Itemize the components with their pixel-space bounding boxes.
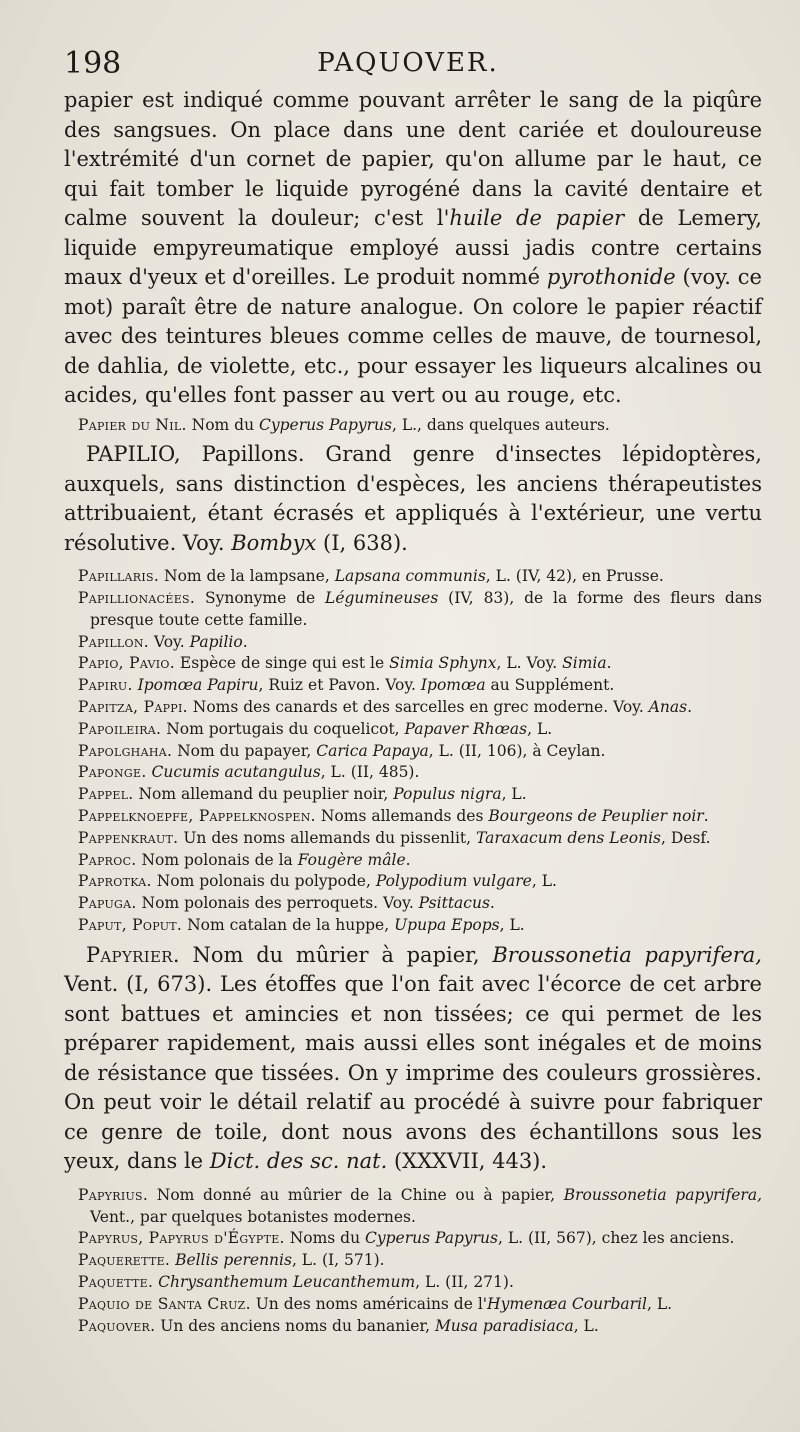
dictionary-entry	[64, 697, 762, 719]
entry-italic-term: Anas	[648, 698, 688, 717]
entry-text: , L.	[527, 719, 553, 738]
entry-text: Vent., par quelques botanistes modernes.	[90, 1207, 416, 1226]
dictionary-entry	[64, 675, 762, 697]
dictionary-entry	[64, 850, 762, 872]
entry-headword: Paquerette.	[78, 1251, 171, 1270]
dictionary-entry	[64, 784, 762, 806]
dictionary-entry	[64, 762, 762, 784]
entry-text: .	[687, 698, 693, 717]
entry-text: Nom polonais du polypode,	[151, 872, 376, 891]
dictionary-entry	[64, 653, 762, 675]
dictionary-entry	[64, 588, 762, 632]
entry-text: , L.	[646, 1294, 673, 1313]
entry-headword: Paproc.	[78, 850, 137, 869]
entry-text: , L. (II, 271).	[415, 1273, 514, 1292]
entry-text: .	[489, 894, 495, 913]
entry-text: .	[405, 850, 411, 869]
entry-text: , L. (II, 567), chez les anciens.	[498, 1229, 735, 1248]
entry-text: Nom du papayer,	[172, 741, 317, 760]
entry-text: , L. (IV, 42), en Prusse.	[485, 567, 664, 586]
entry-papyrier: Papyrier. Nom du mûrier à papier, Broussonetia papyrifera, Vent. (I, 673). Les étoffes que l'on fait avec l'écorce de cet arbre sont battues et amincies et non tissées; ce qui permet de les préparer rapidement, mais aussi elles sont inégales et de moins de résistance que tissées. On y imprime des couleurs grossières. On peut voir le détail relatif au procédé à suivre pour fabriquer ce genre de toile, dont nous avons des échantillons sous les yeux, dans le Dict. des sc. nat. (XXXVII, 443).	[64, 942, 762, 1174]
entry-text: Nom polonais des perroquets. Voy.	[136, 894, 419, 913]
entry-italic-term: Lapsana communis	[334, 567, 486, 586]
entry-italic-term: Bourgeons de Peuplier noir	[488, 807, 704, 826]
entry-headword: Paquio de Santa Cruz.	[78, 1294, 251, 1313]
entry-text: , L.	[499, 916, 525, 935]
entry-headword: Papuga.	[78, 894, 137, 913]
dictionary-entry	[64, 871, 762, 893]
entry-italic-term: Simia	[562, 654, 607, 673]
entry-text: .	[242, 632, 248, 651]
entry-text: Nom catalan de la huppe,	[182, 916, 395, 935]
entry-italic-term: Cyperus Papyrus	[365, 1229, 498, 1248]
entry-text: , L.	[531, 872, 557, 891]
entry-headword: Papiru.	[78, 676, 133, 695]
entry-text: Nom portugais du coquelicot,	[161, 719, 405, 738]
entry-text: , L.	[501, 785, 527, 804]
entry-headword: Paquover.	[78, 1316, 156, 1335]
entry-headword: Pappelknoepfe, Pappelknospen.	[78, 807, 316, 826]
dictionary-entry	[64, 566, 762, 588]
dictionary-entry	[64, 893, 762, 915]
entry-text: Nom de la lampsane,	[159, 567, 335, 586]
entry-italic-term: Musa paradisiaca	[434, 1316, 574, 1335]
entry-papier-du-nil: Papier du Nil. Nom du Cyperus Papyrus, L., dans quelques auteurs.	[78, 415, 610, 434]
entry-italic-term: Chrysanthemum Leucanthemum	[158, 1273, 416, 1292]
entry-text: Noms allemands des	[315, 807, 489, 826]
entry-text: Noms du	[284, 1229, 366, 1248]
dictionary-entry	[64, 915, 762, 937]
entry-headword: Papillaris.	[78, 567, 160, 586]
entry-italic-term: Ipomœa Papiru	[137, 676, 259, 695]
entry-text: , L. (I, 571).	[291, 1251, 385, 1270]
entry-italic-term: Bellis perennis	[175, 1251, 292, 1270]
page-number: 198	[64, 46, 122, 81]
entry-italic-term: Broussonetia papyrifera,	[563, 1185, 762, 1204]
entry-italic-term: Fougère mâle	[297, 850, 406, 869]
tail-entries-list	[64, 1185, 762, 1338]
entry-headword: Pappenkraut.	[78, 828, 179, 847]
entry-text: Un des noms allemands du pissenlit,	[178, 828, 477, 847]
entry-text: , L. (II, 106), à Ceylan.	[428, 741, 606, 760]
entry-italic-term: Taraxacum dens Leonis	[476, 828, 661, 847]
entry-text: Nom allemand du peuplier noir,	[133, 785, 394, 804]
entry-text: .	[606, 654, 612, 673]
dictionary-entry	[64, 1228, 762, 1250]
entry-text: , Ruiz et Pavon. Voy.	[258, 676, 421, 695]
entry-headword: Paponge.	[78, 763, 147, 782]
entry-italic-term: Carica Papaya	[316, 741, 429, 760]
entry-papilio: PAPILIO, Papillons. Grand genre d'insectes lépidoptères, auxquels, sans distinction d'espèces, les anciens thérapeutistes attribuaient, étant écrasés et appliqués à l'extérieur, une vertu résolutive. Voy. Bombyx (I, 638).	[64, 442, 762, 555]
dictionary-entry	[64, 806, 762, 828]
dictionary-entry	[64, 1250, 762, 1272]
entry-headword: Papitza, Pappi.	[78, 698, 188, 717]
entry-text: Un des noms américains de l'	[250, 1294, 488, 1313]
entry-headword: Paput, Poput.	[78, 916, 183, 935]
entry-italic-term: Papaver Rhœas	[404, 719, 528, 738]
entry-headword: Paquette.	[78, 1273, 154, 1292]
entry-headword: Paprotka.	[78, 872, 152, 891]
dictionary-entry	[64, 1294, 762, 1316]
entry-italic-term: Upupa Epops	[394, 916, 500, 935]
entry-headword: Papyrius.	[78, 1185, 149, 1204]
entry-italic-term: Papilio	[189, 632, 243, 651]
entry-text: .	[703, 807, 709, 826]
dictionary-entry	[64, 1316, 762, 1338]
entry-italic-term: Polypodium vulgare	[375, 872, 532, 891]
entry-text: Nom donné au mûrier de la Chine ou à papier,	[148, 1185, 564, 1204]
small-entries-list	[64, 566, 762, 937]
entry-text: , L.	[573, 1316, 599, 1335]
dictionary-entry	[64, 719, 762, 741]
dictionary-entry	[64, 1272, 762, 1294]
dictionary-entry	[64, 1185, 762, 1229]
dictionary-entry	[64, 828, 762, 850]
paragraph-papier-continued: papier est indiqué comme pouvant arrêter le sang de la piqûre des sangsues. On place dans une dent cariée et douloureuse l'extrémité d'un cornet de papier, qu'on allume par le haut, ce qui fait tomber le liquide pyrogéné dans la cavité dentaire et calme souvent la douleur; c'est l'huile de papier de Lemery, liquide empyreumatique employé aussi jadis contre certains maux d'yeux et d'oreilles. Le produit nommé pyrothonide (voy. ce mot) paraît être de nature analogue. On colore le papier réactif avec des teintures bleues comme celles de mauve, de tournesol, de dahlia, de violette, etc., pour essayer les liqueurs alcalines ou acides, qu'elles font passer au vert ou au rouge, etc.	[64, 88, 762, 407]
entry-text: Espèce de singe qui est le	[174, 654, 390, 673]
entry-text: Synonyme de	[195, 589, 326, 608]
entry-italic-term: Cucumis acutangulus	[151, 763, 321, 782]
entry-headword: Pappel.	[78, 785, 134, 804]
entry-text: Un des anciens noms du bananier,	[155, 1316, 435, 1335]
entry-italic-term: Ipomœa	[420, 676, 486, 695]
entry-italic-term: Psittacus	[418, 894, 490, 913]
entry-headword: Papio, Pavio.	[78, 654, 175, 673]
entry-text: (IV, 83), de la forme des fleurs dans presque toute cette famille.	[90, 589, 762, 629]
entry-headword: Papolghaha.	[78, 741, 173, 760]
entry-italic-term: Légumineuses	[325, 589, 439, 608]
entry-italic-term: Simia Sphynx	[389, 654, 497, 673]
entry-text: , L. (II, 485).	[320, 763, 420, 782]
entry-headword: Papillionacées.	[78, 589, 196, 608]
page-header	[64, 40, 752, 80]
dictionary-entry	[64, 741, 762, 763]
entry-headword: Papyrus, Papyrus d'Égypte.	[78, 1229, 285, 1248]
entry-italic-term: Populus nigra	[393, 785, 502, 804]
entry-headword: Papoileira.	[78, 719, 162, 738]
entry-italic-term: Hymenæa Courbaril	[487, 1294, 647, 1313]
entry-text: au Supplément.	[485, 676, 615, 695]
entry-text: , L. Voy.	[496, 654, 563, 673]
page-body	[64, 86, 762, 1337]
entry-text: Noms des canards et des sarcelles en grec moderne. Voy.	[187, 698, 649, 717]
running-head: PAQUOVER.	[317, 48, 499, 78]
entry-headword: Papillon.	[78, 632, 149, 651]
entry-text: Nom polonais de la	[136, 850, 298, 869]
entry-text: , Desf.	[660, 828, 711, 847]
dictionary-entry	[64, 632, 762, 654]
entry-text: Voy.	[149, 632, 190, 651]
